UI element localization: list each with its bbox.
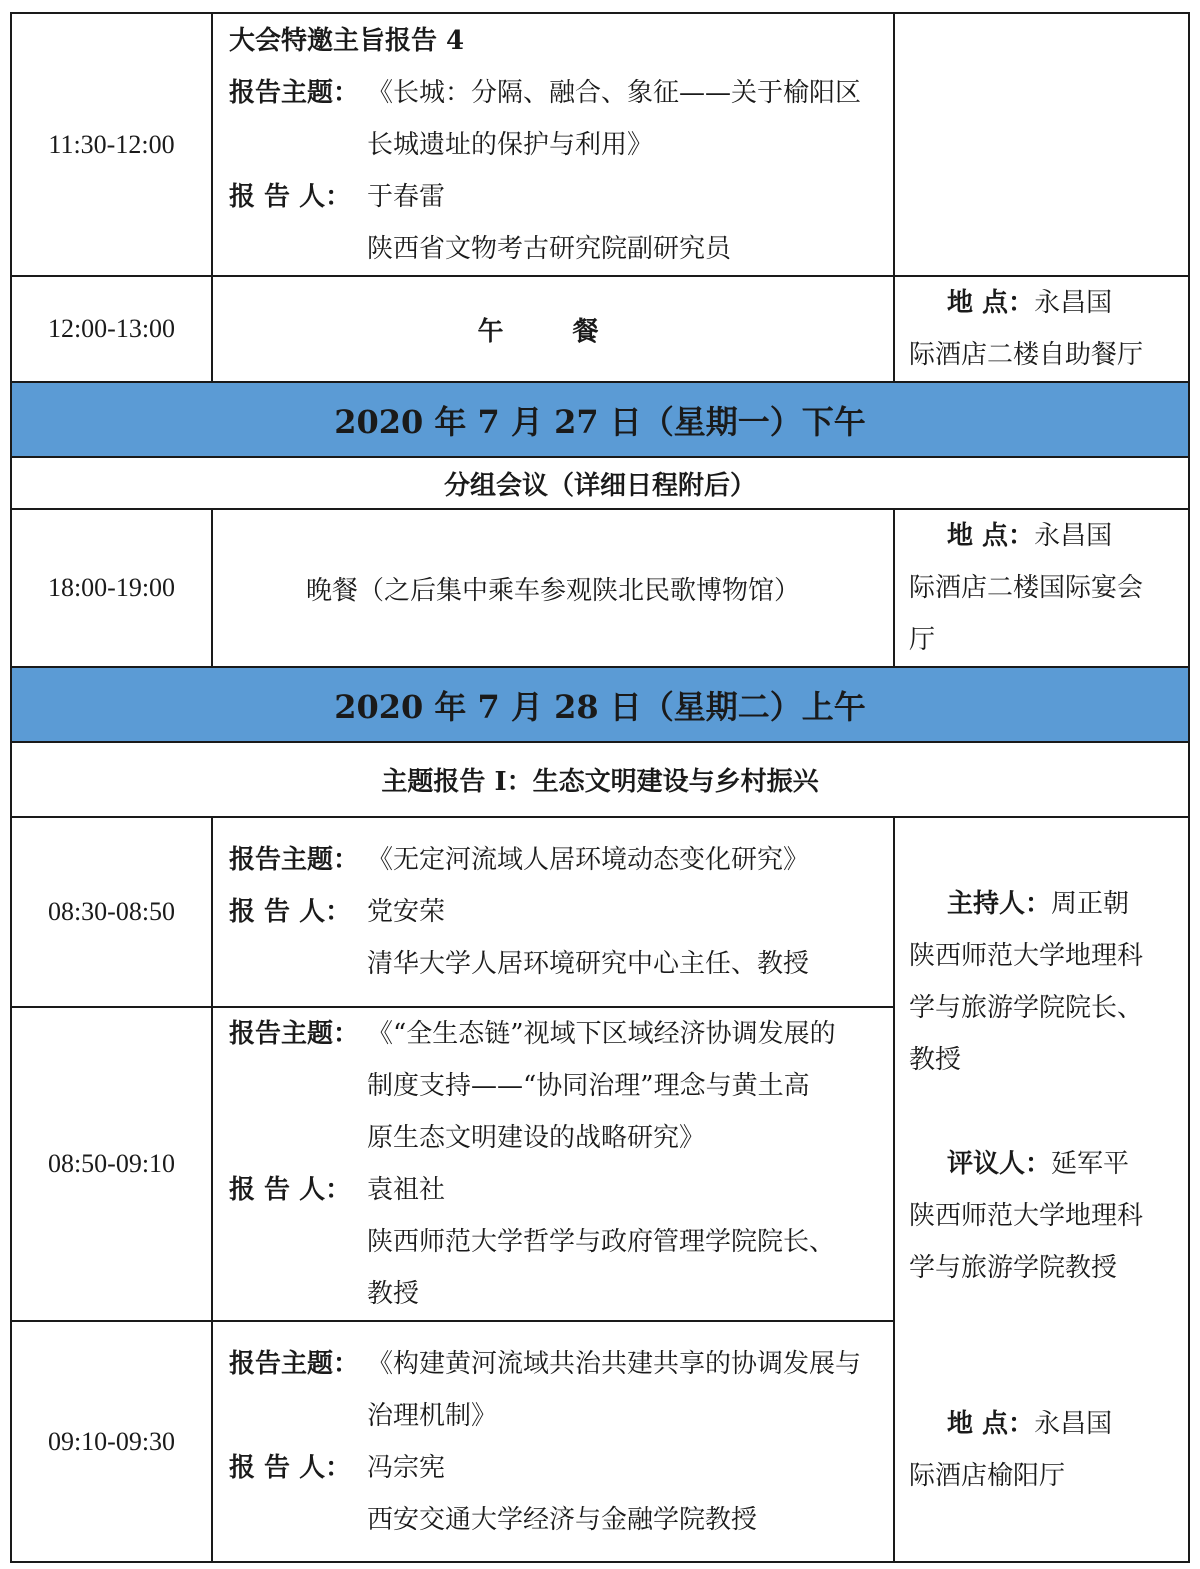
speaker-title: 教授 [367, 1279, 420, 1309]
time-cell: 11:30-12:00 [11, 13, 212, 276]
content-cell [212, 1321, 894, 1562]
topic-line: 原生态文明建设的战略研究》 [367, 1123, 706, 1153]
topic-text: 《长城：分隔、融合、象征——关于榆阳区 [367, 77, 862, 108]
group-row [11, 457, 1189, 509]
host-affiliation: 教授 [909, 1044, 962, 1075]
group-meeting-label: 分组会议（详细日程附后） [11, 457, 1189, 509]
location-text: 厅 [909, 625, 936, 655]
topic-text: 《无定河流域人居环境动态变化研究》 [367, 845, 810, 875]
speaker-title: 陕西省文物考古研究院副研究员 [367, 233, 732, 264]
topic-text: 《构建黄河流域共治共建共享的协调发展与 [367, 1348, 862, 1379]
day-header-row [11, 667, 1189, 742]
time-cell: 12:00-13:00 [11, 276, 212, 382]
topic-label: 报告主题： [229, 77, 360, 108]
content-cell [212, 817, 894, 1007]
speaker-name: 于春雷 [367, 181, 446, 212]
location-cell [894, 509, 1189, 667]
speaker-label: 报 告 人： [229, 181, 352, 212]
location-cell [894, 276, 1189, 382]
speaker-line [229, 1164, 881, 1216]
content-cell [212, 1007, 894, 1321]
topic-line: 长城遗址的保护与利用》 [367, 129, 654, 160]
day-header: 2020 年 7 月 28 日（星期二）上午 [11, 667, 1189, 742]
content-cell [212, 13, 894, 276]
host-affiliation: 陕西师范大学地理科 [909, 940, 1144, 971]
speaker-title: 清华大学人居环境研究中心主任、教授 [367, 949, 810, 979]
speaker-label: 报 告 人： [229, 897, 352, 927]
location-label: 地 点： [947, 1408, 1035, 1439]
location-label: 地 点： [947, 521, 1035, 551]
topic-line [229, 1008, 881, 1060]
location-label: 地 点： [947, 288, 1035, 318]
speaker-line [229, 171, 881, 223]
topic-line [229, 67, 881, 119]
location-text: 永昌国 [1034, 521, 1113, 551]
day-header-row [11, 382, 1189, 457]
speaker-line [229, 1442, 881, 1494]
schedule-table [10, 12, 1190, 1563]
time-cell: 08:30-08:50 [11, 817, 212, 1007]
speaker-label: 报 告 人： [229, 1452, 352, 1483]
topic-line [229, 1338, 881, 1390]
lunch-label: 午 餐 [477, 316, 629, 347]
reviewer-label: 评议人： [947, 1148, 1052, 1179]
speaker-name: 冯宗宪 [367, 1452, 446, 1483]
session-heading: 大会特邀主旨报告 4 [229, 25, 465, 56]
topic-label: 报告主题： [229, 1019, 360, 1049]
location-text: 永昌国 [1034, 1408, 1113, 1439]
topic-label: 报告主题： [229, 845, 360, 875]
host-affiliation: 学与旅游学院院长、 [909, 992, 1144, 1023]
speaker-line [229, 886, 881, 938]
speaker-title: 陕西师范大学哲学与政府管理学院院长、 [367, 1227, 836, 1257]
dinner-row [11, 509, 1189, 667]
speaker-title: 西安交通大学经济与金融学院教授 [367, 1504, 758, 1535]
speaker-name: 党安荣 [367, 897, 446, 927]
reviewer-name: 延军平 [1051, 1148, 1130, 1179]
session-row [11, 817, 1189, 1007]
theme-label: 主题报告 I：生态文明建设与乡村振兴 [11, 742, 1189, 817]
location-text: 际酒店二楼自助餐厅 [909, 340, 1144, 370]
topic-line: 制度支持——“协同治理”理念与黄土高 [367, 1071, 810, 1101]
time-cell: 09:10-09:30 [11, 1321, 212, 1562]
dinner-label: 晚餐（之后集中乘车参观陕北民歌博物馆） [212, 509, 894, 667]
content-cell [212, 276, 894, 382]
host-name: 周正朝 [1051, 888, 1130, 919]
time-cell: 18:00-19:00 [11, 509, 212, 667]
location-text: 际酒店榆阳厅 [909, 1460, 1066, 1491]
reviewer-affiliation: 学与旅游学院教授 [909, 1252, 1118, 1283]
reviewer-affiliation: 陕西师范大学地理科 [909, 1200, 1144, 1231]
theme-row [11, 742, 1189, 817]
empty-cell [894, 13, 1189, 276]
speaker-label: 报 告 人： [229, 1175, 352, 1205]
location-text: 永昌国 [1034, 288, 1113, 318]
chair-cell [894, 817, 1189, 1562]
session-row [11, 13, 1189, 276]
topic-text: 《“全生态链”视域下区域经济协调发展的 [367, 1019, 836, 1049]
lunch-row [11, 276, 1189, 382]
speaker-name: 袁祖社 [367, 1175, 446, 1205]
topic-line [229, 834, 881, 886]
topic-label: 报告主题： [229, 1348, 360, 1379]
location-text: 际酒店二楼国际宴会 [909, 573, 1144, 603]
host-label: 主持人： [947, 888, 1052, 919]
time-cell: 08:50-09:10 [11, 1007, 212, 1321]
day-header: 2020 年 7 月 27 日（星期一）下午 [11, 382, 1189, 457]
topic-line: 治理机制》 [367, 1400, 498, 1431]
